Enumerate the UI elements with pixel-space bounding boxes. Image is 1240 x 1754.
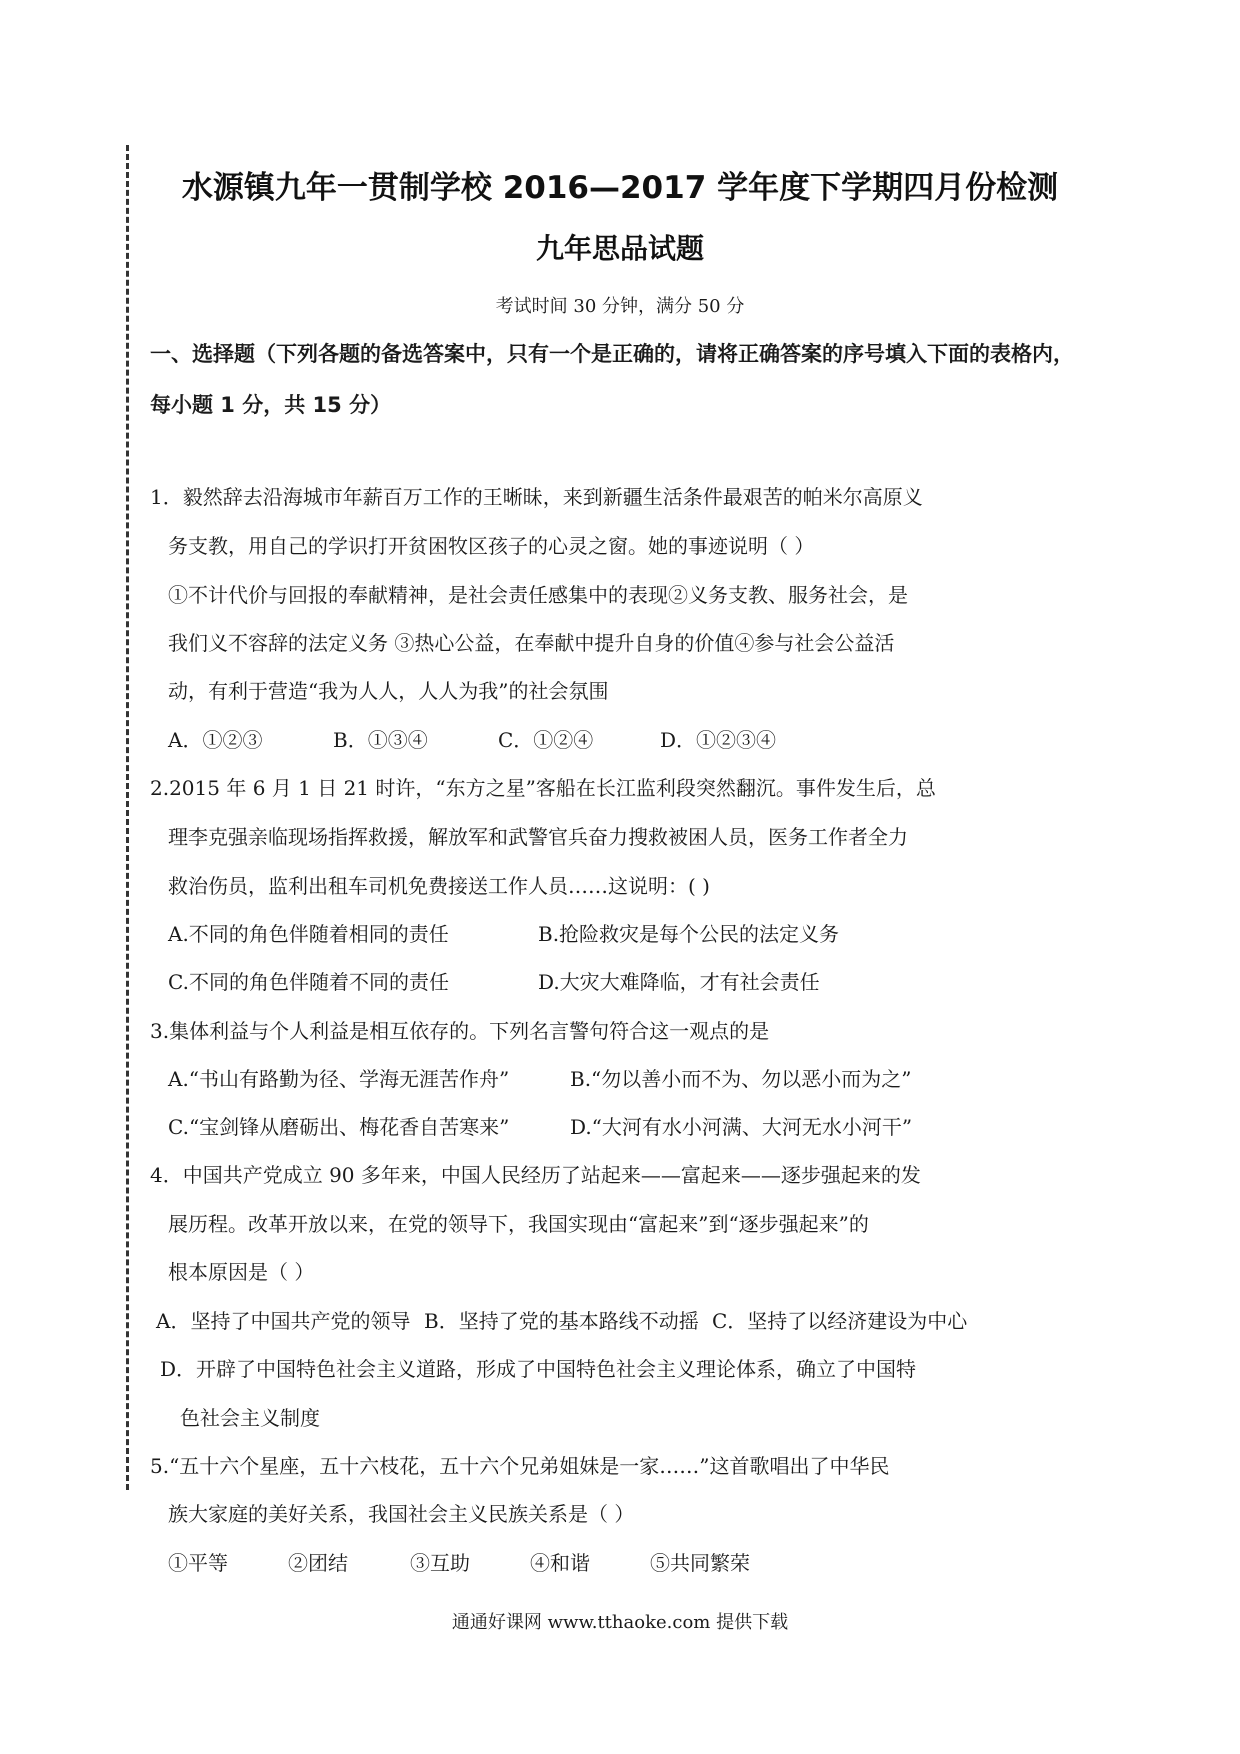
question-2-option-a: A.不同的角色伴随着相同的责任 <box>168 922 449 946</box>
question-5-item-1: ①平等 <box>168 1551 228 1575</box>
question-4-option-a: A．坚持了中国共产党的领导 <box>156 1309 411 1333</box>
question-4-line: 展历程。改革开放以来，在党的领导下，我国实现由“富起来”到“逐步强起来”的 <box>168 1212 869 1236</box>
section-heading-line1: 一、选择题（下列各题的备选答案中，只有一个是正确的，请将正确答案的序号填入下面的表格内， <box>150 342 1074 366</box>
question-3-option-d: D.“大河有水小河满、大河无水小河干” <box>570 1115 913 1139</box>
question-5-line: 族大家庭的美好关系，我国社会主义民族关系是（ ） <box>168 1502 635 1526</box>
question-2-option-b: B.抢险救灾是每个公民的法定义务 <box>538 922 840 946</box>
section-heading-line2: 每小题 1 分，共 15 分） <box>150 393 392 417</box>
exam-title: 水源镇九年一贯制学校 2016—2017 学年度下学期四月份检测 <box>181 170 1059 206</box>
question-1-line: 动，有利于营造“我为人人，人人为我”的社会氛围 <box>168 679 609 703</box>
question-5-item-2: ②团结 <box>288 1551 348 1575</box>
question-3-option-c: C.“宝剑锋从磨砺出、梅花香自苦寒来” <box>168 1115 510 1139</box>
question-1-line: ①不计代价与回报的奉献精神，是社会责任感集中的表现②义务支教、服务社会，是 <box>168 583 908 607</box>
question-3-option-a: A.“书山有路勤为径、学海无涯苦作舟” <box>168 1067 510 1091</box>
question-2-option-d: D.大灾大难降临，才有社会责任 <box>538 970 820 994</box>
question-1-line: 1．毅然辞去沿海城市年薪百万工作的王晰昧，来到新疆生活条件最艰苦的帕米尔高原义 <box>150 485 923 509</box>
question-2-line: 2.2015 年 6 月 1 日 21 时许，“东方之星”客船在长江监利段突然翻沉。事件发生后，总 <box>150 776 936 800</box>
question-4-option-c: C．坚持了以经济建设为中心 <box>712 1309 968 1333</box>
question-5-item-5: ⑤共同繁荣 <box>650 1551 750 1575</box>
question-5-item-4: ④和谐 <box>530 1551 590 1575</box>
page-footer: 通通好课网 www.tthaoke.com 提供下载 <box>451 1612 789 1633</box>
question-4-line: 根本原因是（ ） <box>168 1260 315 1284</box>
question-2-option-c: C.不同的角色伴随着不同的责任 <box>168 970 449 994</box>
question-5-line: 5.“五十六个星座，五十六枝花，五十六个兄弟姐妹是一家……”这首歌唱出了中华民 <box>150 1454 890 1478</box>
question-1-option-a: A．①②③ <box>168 728 263 752</box>
question-4-option-d: D．开辟了中国特色社会主义道路，形成了中国特色社会主义理论体系，确立了中国特 <box>160 1357 917 1381</box>
question-2-line: 救治伤员，监利出租车司机免费接送工作人员……这说明：( ) <box>168 874 710 898</box>
question-2-line: 理李克强亲临现场指挥救援，解放军和武警官兵奋力搜救被困人员，医务工作者全力 <box>168 825 908 849</box>
binding-dashed-line <box>126 145 129 1490</box>
question-4-option-d-cont: 色社会主义制度 <box>180 1406 320 1430</box>
exam-info: 考试时间 30 分钟，满分 50 分 <box>495 296 745 317</box>
question-4-option-b: B．坚持了党的基本路线不动摇 <box>424 1309 699 1333</box>
question-1-line: 我们义不容辞的法定义务 ③热心公益，在奉献中提升自身的价值④参与社会公益活 <box>168 631 895 655</box>
question-3-option-b: B.“勿以善小而不为、勿以恶小而为之” <box>570 1067 912 1091</box>
exam-subtitle: 九年思品试题 <box>535 232 704 265</box>
question-3-line: 3.集体利益与个人利益是相互依存的。下列名言警句符合这一观点的是 <box>150 1019 770 1043</box>
question-1-option-c: C．①②④ <box>498 728 594 752</box>
question-5-item-3: ③互助 <box>410 1551 470 1575</box>
question-1-option-b: B．①③④ <box>333 728 428 752</box>
question-1-line: 务支教，用自己的学识打开贫困牧区孩子的心灵之窗。她的事迹说明（ ） <box>168 534 815 558</box>
question-4-line: 4．中国共产党成立 90 多年来，中国人民经历了站起来——富起来——逐步强起来的发 <box>150 1163 921 1187</box>
question-1-option-d: D．①②③④ <box>660 728 777 752</box>
